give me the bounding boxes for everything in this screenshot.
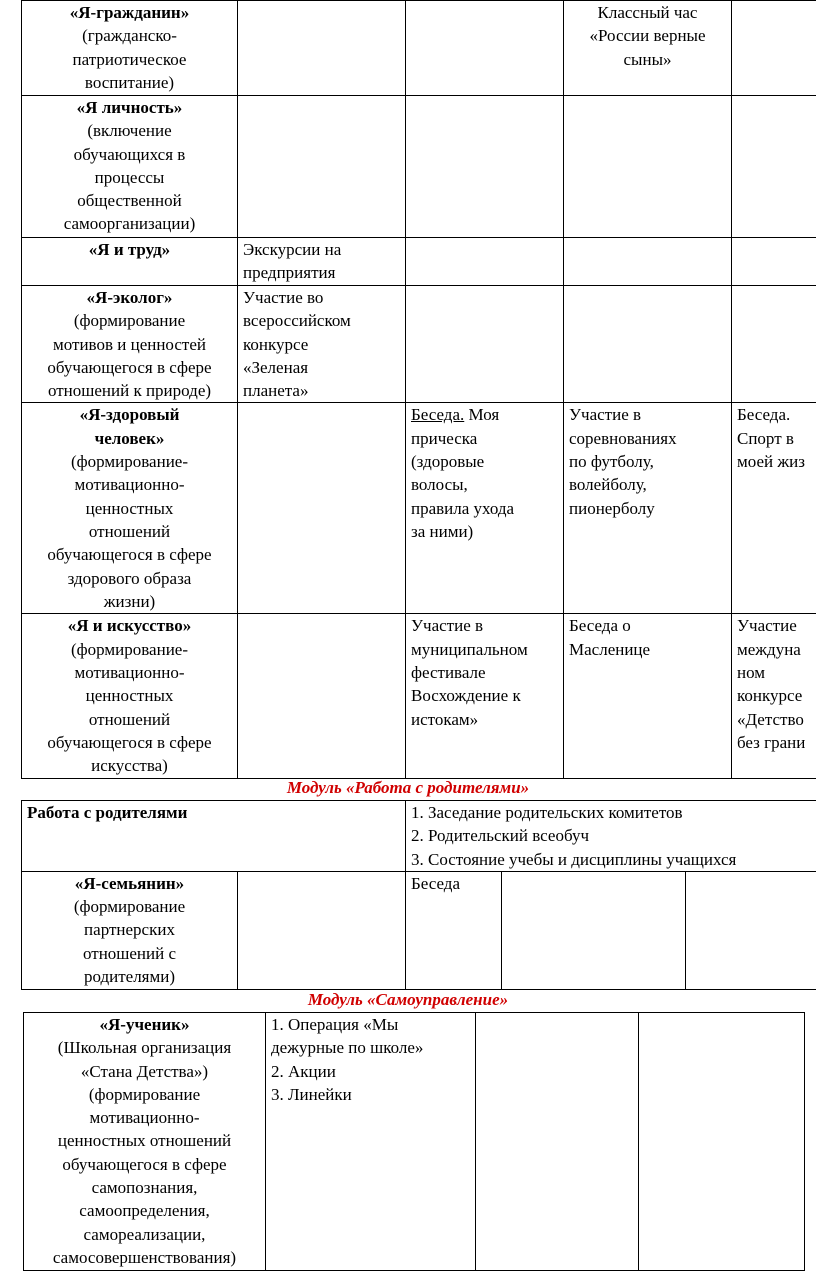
empty-cell	[406, 1, 564, 96]
row-subtitle: родителями)	[83, 967, 176, 987]
row-subtitle: «Стана Детства»)	[80, 1061, 209, 1081]
row-subtitle: ценностных отношений	[57, 1131, 232, 1151]
row-subtitle: отношений	[88, 709, 171, 729]
empty-cell	[238, 96, 406, 238]
event-text: 2. Акции	[271, 1061, 336, 1081]
event-text: правила ухода	[411, 498, 515, 518]
parents-table	[21, 800, 816, 990]
table-row	[22, 403, 816, 614]
event-cell	[564, 1, 732, 96]
event-text: сыны»	[623, 49, 672, 69]
row-subtitle: самосовершенствования)	[52, 1247, 237, 1267]
row-subtitle: мотивационно-	[74, 663, 185, 683]
row-subtitle: ценностных	[85, 686, 174, 706]
row-title: человек»	[94, 428, 165, 448]
empty-cell	[406, 286, 564, 403]
event-text: (здоровые	[411, 452, 485, 472]
event-text: Беседа	[411, 873, 460, 893]
module-selfgov-title: Модуль «Самоуправление»	[307, 990, 509, 1009]
event-text: междуна	[737, 639, 801, 659]
event-text: Беседа о	[569, 616, 631, 636]
event-text: истокам»	[411, 709, 479, 729]
row-title-cell	[24, 1013, 266, 1271]
event-text: всероссийском	[243, 311, 351, 331]
row-subtitle: мотивов и ценностей	[53, 334, 206, 354]
row-subtitle: отношений с	[82, 943, 177, 963]
event-text: Участие в	[411, 616, 484, 636]
event-cell	[406, 403, 564, 614]
empty-cell	[406, 96, 564, 238]
event-cell	[732, 614, 816, 778]
table-row	[22, 614, 816, 778]
event-text: Участие во	[243, 288, 324, 307]
event-text: конкурсе	[243, 334, 309, 354]
row-subtitle: здорового образа	[67, 568, 192, 588]
empty-cell	[238, 614, 406, 778]
empty-cell	[476, 1013, 639, 1271]
event-text: Экскурсии на	[243, 240, 342, 259]
event-text: планета»	[243, 381, 309, 401]
row-subtitle: обучающегося в сфере	[47, 357, 212, 377]
empty-cell	[564, 96, 732, 238]
row-subtitle: (включение	[87, 121, 172, 141]
row-subtitle: (гражданско-	[82, 26, 177, 46]
row-subtitle: (Школьная организация	[57, 1038, 232, 1058]
row-title-cell	[22, 403, 238, 614]
table-row	[22, 871, 816, 989]
table-row	[22, 1, 816, 96]
work-item: 2. Родительский всеобуч	[411, 826, 590, 846]
row-subtitle: жизни)	[103, 591, 156, 611]
row-subtitle: мотивационно-	[74, 475, 185, 495]
event-text: волейболу,	[569, 475, 647, 495]
event-text: 1. Операция «Мы	[271, 1015, 399, 1034]
event-cell	[406, 614, 564, 778]
row-subtitle: обучающегося в сфере	[62, 1154, 227, 1174]
event-text: прическа	[411, 428, 478, 448]
empty-cell	[238, 403, 406, 614]
event-text: Восхождение к	[411, 686, 521, 706]
empty-cell	[732, 96, 816, 238]
row-title-cell	[22, 238, 238, 286]
event-text: «Детство	[737, 709, 804, 729]
row-title-cell	[22, 96, 238, 238]
event-text: волосы,	[411, 475, 468, 495]
row-subtitle: отношений к природе)	[47, 381, 212, 401]
row-title: «Я и искусство»	[67, 616, 192, 636]
empty-cell	[732, 238, 816, 286]
empty-cell	[732, 286, 816, 403]
row-title-cell	[22, 871, 238, 989]
event-cell	[406, 871, 502, 989]
empty-cell	[686, 871, 816, 989]
module-parents-title: Модуль «Работа с родителями»	[286, 778, 530, 797]
row-subtitle: обучающихся в	[73, 144, 186, 164]
event-text: предприятия	[243, 263, 336, 283]
event-text: Классный час	[597, 3, 698, 22]
row-subtitle: партнерских	[84, 920, 175, 940]
table-row	[22, 286, 816, 403]
row-subtitle: самореализации,	[83, 1224, 206, 1244]
event-text: пионерболу	[569, 498, 655, 518]
table-row	[24, 1013, 805, 1271]
event-text: ном	[737, 663, 766, 683]
row-subtitle: (формирование-	[70, 639, 189, 659]
empty-cell	[238, 871, 406, 989]
event-cell	[732, 403, 816, 614]
event-text: муниципальном	[411, 639, 528, 659]
event-text: фестивале	[411, 663, 486, 683]
row-title-cell	[22, 614, 238, 778]
row-subtitle: общественной	[77, 191, 182, 211]
row-title: «Я-семьянин»	[74, 873, 185, 893]
row-subtitle: самоорганизации)	[63, 214, 196, 234]
empty-cell	[406, 238, 564, 286]
event-text: дежурные по школе»	[271, 1038, 424, 1058]
row-subtitle: (формирование	[88, 1084, 201, 1104]
row-title-cell	[22, 286, 238, 403]
event-cell	[564, 614, 732, 778]
empty-cell	[639, 1013, 805, 1271]
row-subtitle: самопознания,	[91, 1178, 198, 1198]
empty-cell	[238, 1, 406, 96]
table-row	[22, 238, 816, 286]
event-cell	[266, 1013, 476, 1271]
table-row	[22, 96, 816, 238]
event-text: Спорт в	[737, 428, 794, 448]
event-text: 3. Линейки	[271, 1084, 352, 1104]
event-text: Участие в	[569, 405, 642, 425]
work-label-cell	[22, 801, 406, 872]
event-text: соревнованиях	[569, 428, 677, 448]
row-title-cell	[22, 1, 238, 96]
empty-cell	[564, 286, 732, 403]
row-subtitle: обучающегося в сфере	[47, 545, 212, 565]
row-title: «Я-эколог»	[86, 288, 173, 307]
work-label: Работа с родителями	[27, 803, 188, 822]
empty-cell	[732, 1, 816, 96]
row-title: «Я и труд»	[88, 240, 171, 259]
event-text: Беседа.	[737, 405, 791, 425]
row-subtitle: (формирование	[73, 311, 186, 331]
row-subtitle: процессы	[94, 167, 165, 187]
underlined-text: Беседа.	[411, 405, 465, 425]
row-subtitle: мотивационно-	[89, 1108, 200, 1128]
row-subtitle: отношений	[88, 521, 171, 541]
event-text: за ними)	[411, 521, 474, 541]
row-subtitle: воспитание)	[84, 72, 175, 92]
event-text: конкурсе	[737, 686, 803, 706]
row-subtitle: ценностных	[85, 498, 174, 518]
row-title: «Я-здоровый	[79, 405, 180, 425]
selfgov-table	[23, 1012, 805, 1271]
event-cell	[238, 238, 406, 286]
event-text: Моя	[464, 405, 500, 425]
event-text: Участие	[737, 616, 797, 636]
empty-cell	[564, 238, 732, 286]
event-text: Масленице	[569, 639, 651, 659]
event-text: без грани	[737, 732, 806, 752]
event-text: по футболу,	[569, 452, 654, 472]
row-subtitle: патриотическое	[72, 49, 187, 69]
event-cell	[238, 286, 406, 403]
work-item: 1. Заседание родительских комитетов	[411, 803, 683, 822]
table-row	[22, 801, 816, 872]
main-education-table	[21, 0, 816, 779]
empty-cell	[502, 871, 686, 989]
event-text: «Зеленая	[243, 357, 309, 377]
event-cell	[564, 403, 732, 614]
work-item: 3. Состояние учебы и дисциплины учащихся	[411, 849, 737, 869]
row-subtitle: обучающегося в сфере	[47, 732, 212, 752]
row-title: «Я личность»	[76, 98, 183, 117]
row-subtitle: (формирование-	[70, 452, 189, 472]
event-text: моей жиз	[737, 452, 805, 472]
row-title: «Я-гражданин»	[69, 3, 190, 22]
row-subtitle: (формирование	[73, 897, 186, 917]
row-title: «Я-ученик»	[99, 1015, 190, 1034]
event-text: «России верные	[589, 26, 706, 46]
row-subtitle: искусства)	[91, 756, 168, 776]
row-subtitle: самоопределения,	[79, 1201, 210, 1221]
work-items-cell	[406, 801, 816, 872]
